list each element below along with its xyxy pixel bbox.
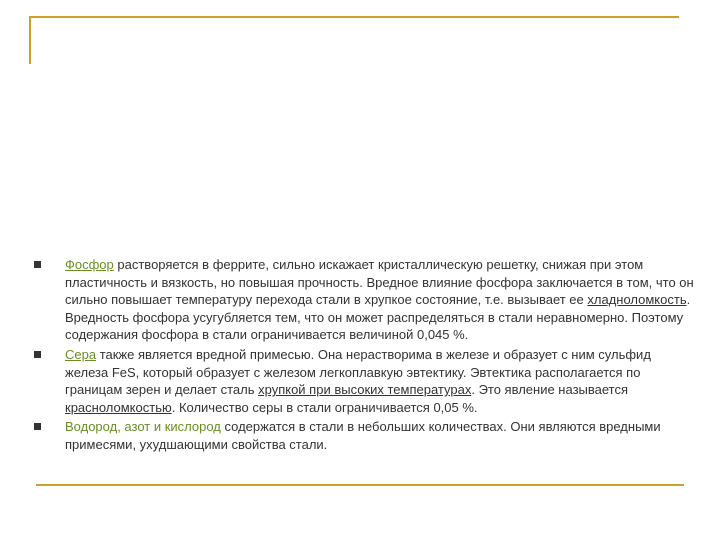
slide-frame-bottom-line <box>36 484 684 486</box>
term-hydrogen-nitrogen-oxygen: Водород, азот и кислород <box>65 419 221 435</box>
cold-brittleness-link[interactable]: хладноломкость <box>587 292 687 308</box>
list-item-sulfur <box>34 346 694 416</box>
term-phosphorus-link[interactable]: Фосфор <box>65 257 114 272</box>
red-brittleness-link[interactable]: красноломкостью <box>65 399 172 415</box>
list-item-gases <box>34 418 694 453</box>
square-bullet-icon <box>34 351 41 358</box>
bullet-list <box>34 256 694 456</box>
slide-frame-left-line <box>29 16 31 64</box>
sulfur-text-part-2: . Это явление называется <box>471 382 629 398</box>
term-sulfur-link[interactable]: Сера <box>65 346 97 362</box>
phosphorus-text-part-1: растворяется в феррите, сильно искажает кристаллическую решетку, снижая при этом пластичность и вязкость, но повышая прочность. Вредное влияние фосфора заключается в том, что он сильно повышает температуру перехода стали в хрупкое состояние, т.е. вызывает ее <box>65 257 694 308</box>
sulfur-text-part-1: также является вредной примесью. Она нерастворима в железе и образует с ним сульфид железа FeS, который образует с железом легкоплавкую эвтектику. Эвтектика располагается по границам зерен и делает сталь <box>65 346 651 398</box>
gases-text: содержатся в стали в небольших количествах. Они являются вредными примесями, ухудшающими свойства стали. <box>65 419 661 452</box>
high-temperature-brittleness-link[interactable]: хрупкой при высоких температурах <box>258 382 472 398</box>
sulfur-text-part-3: . Количество серы в стали ограничивается 0,05 %. <box>171 399 478 415</box>
slide-frame-top-line <box>29 16 679 18</box>
phosphorus-text-part-2: . Вредность фосфора усугубляется тем, что он может распределяться в стали неравномерно. Поэтому содержания фосфора в стали ограничивается величиной 0,045 %. <box>65 292 691 343</box>
list-item-phosphorus <box>34 256 694 344</box>
square-bullet-icon <box>34 423 41 430</box>
square-bullet-icon <box>34 261 41 268</box>
